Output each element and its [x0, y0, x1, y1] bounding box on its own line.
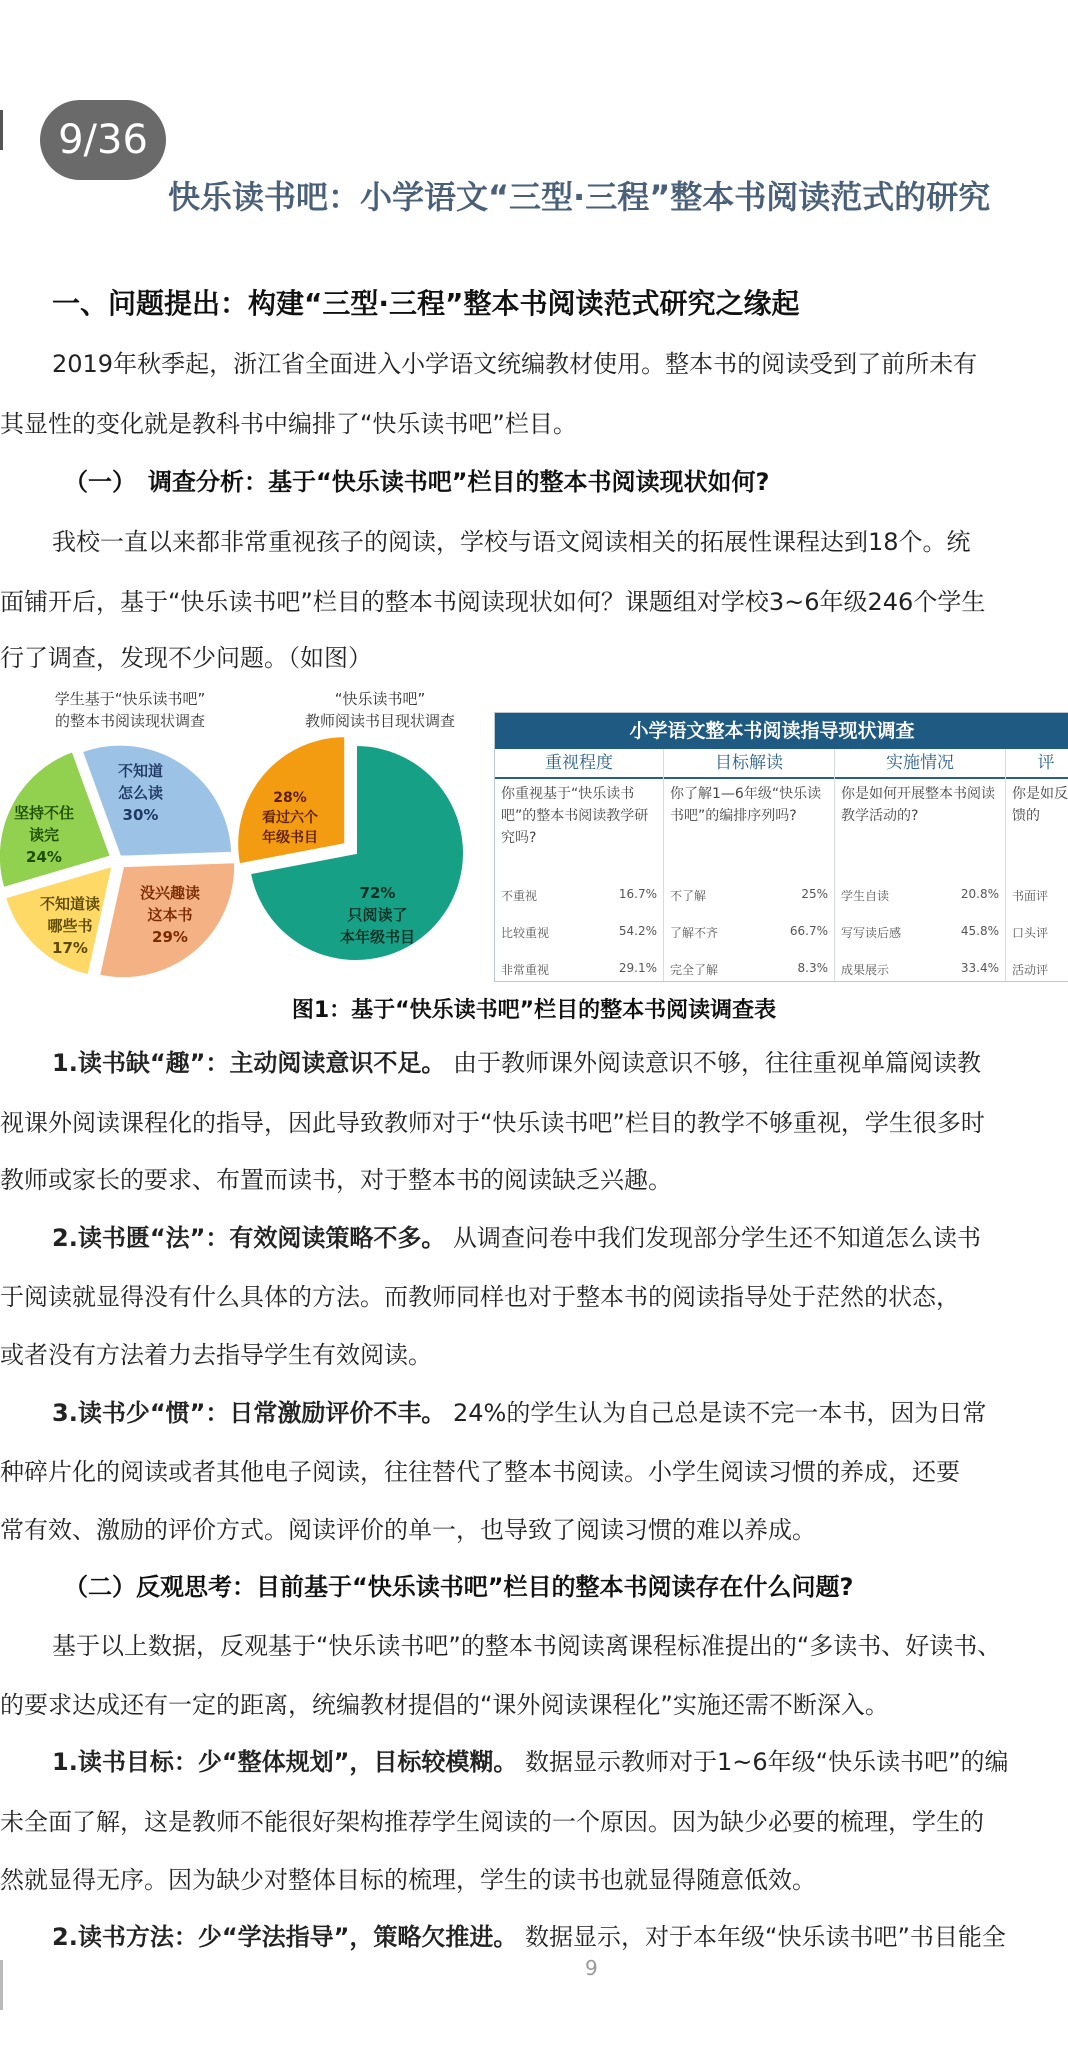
column-question: 你了解1—6年级“快乐读书吧”的编排序列吗? [670, 786, 822, 824]
page-number: 9 [585, 1956, 598, 1980]
paragraph-line: 种碎片化的阅读或者其他电子阅读，往往替代了整本书阅读。小学生阅读习惯的养成，还要 [0, 1458, 960, 1486]
column-question: 你是如反馈的 [1012, 786, 1068, 824]
subsection-heading-1: （一） 调查分析：基于“快乐读书吧”栏目的整本书阅读现状如何? [64, 468, 770, 496]
column-header: 目标解读 [664, 749, 834, 779]
paragraph-line: 2019年秋季起，浙江省全面进入小学语文统编教材使用。整本书的阅读受到了前所未有 [52, 350, 978, 378]
paragraph-line: 然就显得无序。因为缺少对整体目标的梳理，学生的读书也就显得随意低效。 [0, 1866, 816, 1894]
page-indicator-badge: 9/36 [40, 100, 166, 180]
paragraph-line: 1.读书缺“趣”：主动阅读意识不足。 由于教师课外阅读意识不够，往往重视单篇阅读教 [52, 1049, 982, 1077]
survey-table-title: 小学语文整本书阅读指导现状调查 [495, 713, 1068, 749]
paragraph-line: 常有效、激励的评价方式。阅读评价的单一，也导致了阅读习惯的难以养成。 [0, 1516, 816, 1544]
column-header: 重视程度 [495, 749, 663, 779]
paragraph-line: 基于以上数据，反观基于“快乐读书吧”的整本书阅读离课程标准提出的“多读书、好读书、 [52, 1632, 1002, 1660]
pie2-label: 72% 只阅读了 本年级书目 [340, 884, 416, 946]
pie2-label: 28% 看过六个 年级书目 [262, 790, 318, 846]
paragraph-line: 教师或家长的要求、布置而读书，对于整本书的阅读缺乏兴趣。 [0, 1166, 672, 1194]
pie1-label: 不知道读 哪些书 17% [40, 895, 101, 957]
survey-column: 目标解读 你了解1—6年级“快乐读书吧”的编排序列吗? 不了解 25% 了解不齐 66.7% 完全了解 8.3% [664, 749, 834, 981]
paragraph-line: 视课外阅读课程化的指导，因此导致教师对于“快乐读书吧”栏目的教学不够重视，学生很多时 [0, 1109, 985, 1137]
figure-caption: 图1：基于“快乐读书吧”栏目的整本书阅读调查表 [291, 998, 777, 1023]
paragraph-line: 行了调查，发现不少问题。（如图） [0, 644, 372, 672]
document-title: 快乐读书吧：小学语文“三型·三程”整本书阅读范式的研究 [168, 178, 991, 216]
paragraph-line: 其显性的变化就是教科书中编排了“快乐读书吧”栏目。 [0, 410, 577, 438]
page-edge-marker [0, 110, 3, 150]
subsection-heading-2: （二）反观思考：目前基于“快乐读书吧”栏目的整本书阅读存在什么问题? [64, 1573, 854, 1601]
survey-column: 评 你是如反馈的 书面评 口头评 活动评 [1006, 749, 1068, 981]
paragraph-line: 1.读书目标：少“整体规划”，目标较模糊。 数据显示教师对于1~6年级“快乐读书吧”的编 [52, 1748, 1009, 1776]
survey-column: 实施情况 你是如何开展整本书阅读教学活动的? 学生自读 20.8% 写写读后感 45.8% 成果展示 33.4% [835, 749, 1005, 981]
paragraph-line: 未全面了解，这是教师不能很好架构推荐学生阅读的一个原因。因为缺少必要的梳理，学生的 [0, 1808, 984, 1836]
paragraph-line: 于阅读就显得没有什么具体的方法。而教师同样也对于整本书的阅读指导处于茫然的状态， [0, 1283, 960, 1311]
column-header: 实施情况 [835, 749, 1005, 779]
pie2-caption: “快乐读书吧” 教师阅读书目现状调查 [304, 690, 455, 730]
pie1-label: 不知道 怎么读 30% [118, 762, 164, 824]
pie1-caption: 学生基于“快乐读书吧” 的整本书阅读现状调查 [54, 690, 206, 730]
survey-column: 重视程度 你重视基于“快乐读书吧”的整本书阅读教学研究吗? 不重视 16.7% 比较重视 54.2% 非常重视 29.1% [495, 749, 663, 981]
paragraph-line: 的要求达成还有一定的距离，统编教材提倡的“课外阅读课程化”实施还需不断深入。 [0, 1691, 889, 1719]
pie1-label: 坚持不住 读完 24% [14, 804, 75, 866]
paragraph-line: 2.读书匮“法”：有效阅读策略不多。 从调查问卷中我们发现部分学生还不知道怎么读书 [52, 1224, 982, 1252]
page-edge-marker [0, 1960, 3, 2010]
paragraph-line: 2.读书方法：少“学法指导”，策略欠推进。 数据显示，对于本年级“快乐读书吧”书目能全 [52, 1923, 1006, 1951]
paragraph-line: 面铺开后，基于“快乐读书吧”栏目的整本书阅读现状如何？课题组对学校3~6年级246个学生 [0, 588, 986, 616]
section-heading-1: 一、问题提出：构建“三型·三程”整本书阅读范式研究之缘起 [52, 287, 800, 320]
paragraph-line: 我校一直以来都非常重视孩子的阅读，学校与语文阅读相关的拓展性课程达到18个。统 [52, 528, 971, 556]
pie1-label: 没兴趣读 这本书 29% [140, 884, 201, 946]
paragraph-line: 3.读书少“惯”：日常激励评价不丰。 24%的学生认为自己总是读不完一本书，因为日常 [52, 1399, 987, 1427]
column-question: 你重视基于“快乐读书吧”的整本书阅读教学研究吗? [501, 786, 649, 846]
column-header: 评 [1006, 749, 1068, 779]
column-question: 你是如何开展整本书阅读教学活动的? [841, 786, 995, 824]
survey-table [494, 712, 1068, 982]
paragraph-line: 或者没有方法着力去指导学生有效阅读。 [0, 1341, 432, 1369]
